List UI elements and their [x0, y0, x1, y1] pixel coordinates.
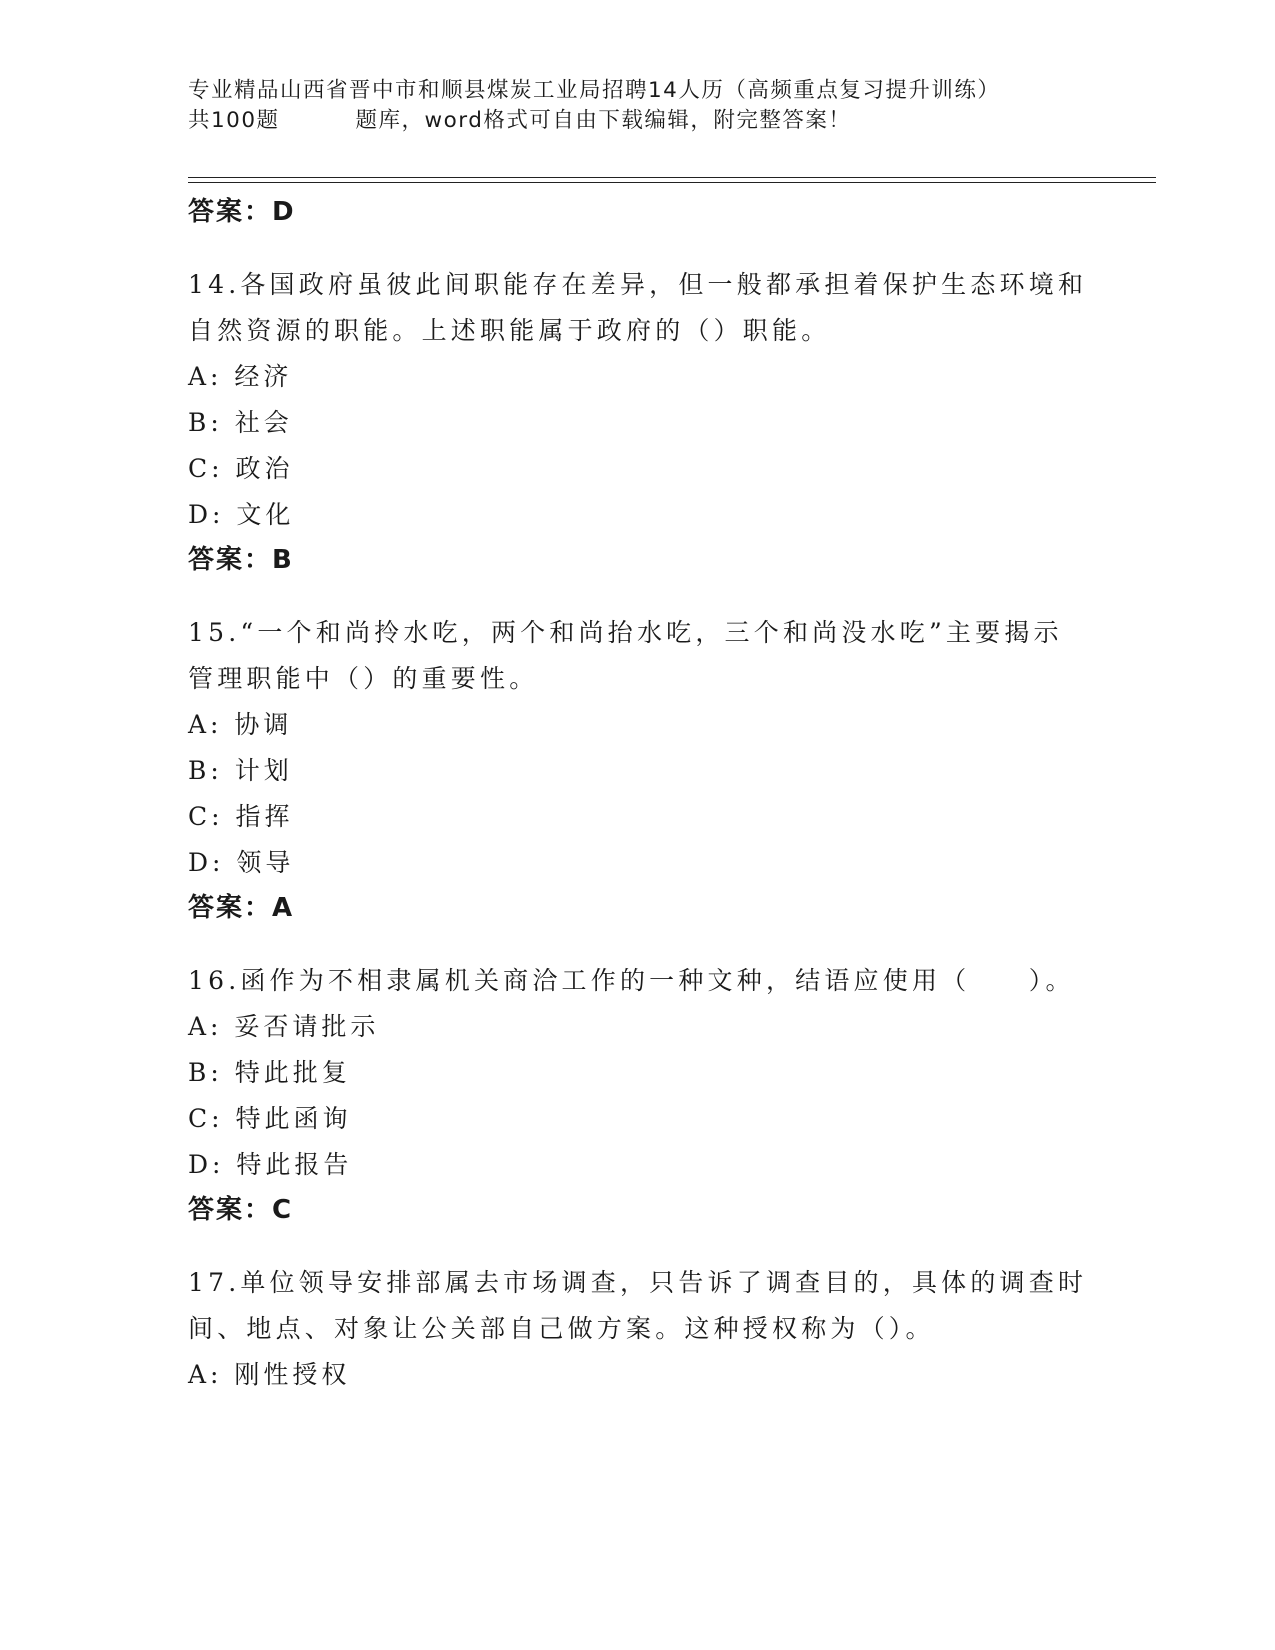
- option-a: A: 刚性授权: [188, 1360, 351, 1389]
- question-14: [188, 262, 1088, 582]
- header-subtitle-line: [188, 106, 1168, 136]
- option-d: D: 文化: [188, 500, 295, 529]
- option-b: B: 计划: [188, 756, 293, 785]
- question-15: [188, 610, 1088, 930]
- document-header: [188, 76, 1168, 136]
- question-stem: 14.各国政府虽彼此间职能存在差异，但一般都承担着保护生态环境和自然资源的职能。上述职能属于政府的（）职能。: [188, 270, 1088, 345]
- question-stem: 15.“一个和尚拎水吃，两个和尚抬水吃，三个和尚没水吃”主要揭示管理职能中（）的重要性。: [188, 618, 1063, 693]
- option-a: A: 协调: [188, 710, 293, 739]
- question-answer: 答案：A: [188, 893, 295, 923]
- option-a: A: 经济: [188, 362, 293, 391]
- option-b: B: 社会: [188, 408, 293, 437]
- previous-answer: 答案：D: [188, 197, 296, 227]
- header-divider-bottom: [188, 182, 1156, 183]
- header-count: 共100题: [188, 108, 280, 133]
- question-stem: 17.单位领导安排部属去市场调查，只告诉了调查目的，具体的调查时间、地点、对象让公关部自己做方案。这种授权称为（）。: [188, 1268, 1088, 1343]
- header-title-line: 专业精品山西省晋中市和顺县煤炭工业局招聘14人历（高频重点复习提升训练）: [188, 78, 1001, 103]
- option-b: B: 特此批复: [188, 1058, 351, 1087]
- option-a: A: 妥否请批示: [188, 1012, 380, 1041]
- option-c: C: 政治: [188, 454, 294, 483]
- option-c: C: 指挥: [188, 802, 294, 831]
- header-divider-top: [188, 177, 1156, 178]
- question-stem: 16.函作为不相隶属机关商洽工作的一种文种，结语应使用（ ）。: [188, 966, 1075, 995]
- question-answer: 答案：C: [188, 1195, 294, 1225]
- question-list: [188, 190, 1088, 1398]
- question-17: [188, 1260, 1088, 1398]
- option-d: D: 领导: [188, 848, 295, 877]
- question-answer: 答案：B: [188, 545, 294, 575]
- question-16: [188, 958, 1088, 1232]
- option-c: C: 特此函询: [188, 1104, 352, 1133]
- option-d: D: 特此报告: [188, 1150, 353, 1179]
- header-description: 题库，word格式可自由下载编辑，附完整答案！: [355, 108, 852, 133]
